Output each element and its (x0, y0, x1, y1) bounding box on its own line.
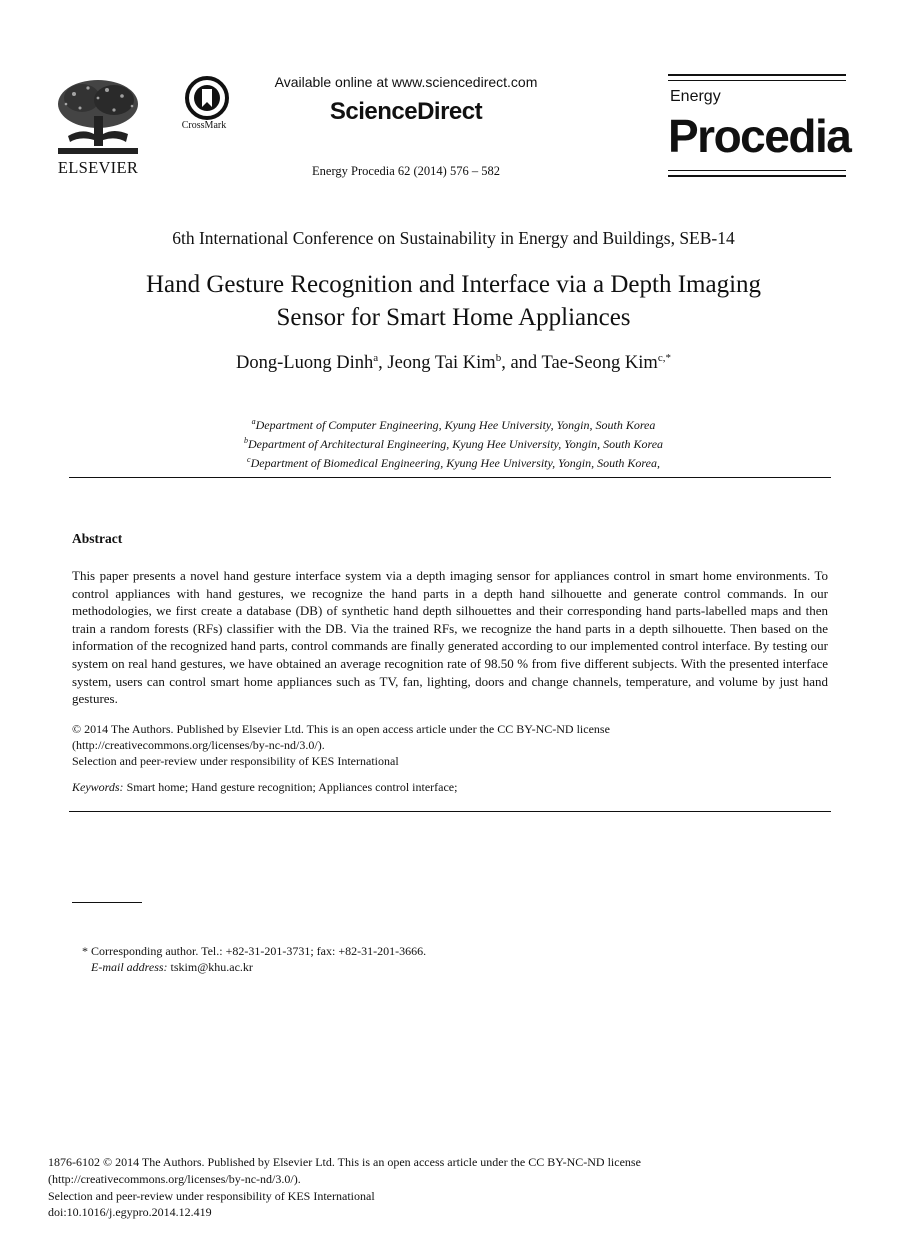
available-online-link[interactable]: Available online at www.sciencedirect.com (274, 74, 538, 90)
email-label: E-mail address: (91, 960, 168, 974)
affiliation: $^b$Department of Architectural Engineering, Kyung Hee University, Yongin, South Korea (243, 436, 664, 451)
affiliations (40, 414, 867, 471)
title-line-2: Sensor for Smart Home Appliances (276, 304, 631, 331)
author-2-sup: b (495, 352, 502, 364)
journal-reference: Energy Procedia 62 (2014) 576 – 582 (312, 164, 500, 178)
publisher-name: ELSEVIER (57, 158, 139, 177)
journal-logo-main: Procedia (668, 110, 851, 162)
elsevier-logo (52, 76, 144, 176)
affiliation: $^a$Department of Computer Engineering, Kyung Hee University, Yongin, South Korea (251, 417, 656, 432)
email-link[interactable]: tskim@khu.ac.kr (170, 960, 253, 974)
author-2: Jeong Tai Kim (387, 353, 496, 374)
footer-doi[interactable]: doi:10.1016/j.egypro.2014.12.419 (48, 1205, 212, 1220)
abstract-heading: Abstract (72, 531, 123, 546)
author-1: Dong-Luong Dinh (236, 353, 374, 374)
title-line-1: Hand Gesture Recognition and Interface via a Depth Imaging (145, 271, 762, 298)
author-list: Dong-Luong Dinh$^a$, Jeong Tai Kim$^b$, and Tae-Seong Kim$^{c,*}$ (236, 352, 671, 374)
keywords-list: Smart home; Hand gesture recognition; Appliances control interface; (126, 780, 458, 794)
crossmark-badge[interactable] (176, 76, 232, 136)
author-1-sup: a (373, 352, 379, 364)
divider-bottom (69, 811, 831, 812)
page-footer (48, 1154, 848, 1221)
footer-review: Selection and peer-review under responsibility of KES International (48, 1188, 375, 1203)
footnote-rule (72, 902, 142, 903)
license-line-1: © 2014 The Authors. Published by Elsevier Ltd. This is an open access article under the CC BY-NC-ND license (72, 722, 610, 736)
corresponding-author: * Corresponding author. Tel.: +82-31-201-3731; fax: +82-31-201-3666. (82, 944, 427, 958)
author-3: and Tae-Seong Kim (510, 353, 658, 374)
abstract-text: This paper presents a novel hand gesture interface system via a depth imaging sensor for appliances control in smart home environments. To control appliances with hand gestures, we recognize the hand parts in a depth hand silhouette and generate control commands. In our methodologies, we first create a database (DB) of synthetic hand depth silhouettes and their corresponding hand parts-labelled maps and then train a random forests (RFs) classifier with the DB. Via the trained RFs, we recognize the hand parts in a depth silhouette. Then based on the information of the recognized hand parts, control commands are finally generated according to our implemented control interface. By testing our system on real hand gestures, we have obtained an average recognition rate of 98.50 % from five different subjects. With the presented interface system, users can control smart home appliances such as TV, fan, lighting, doors and change channels, temperature, and volume by just hand gestures. (72, 568, 828, 707)
sciencedirect-logo: ScienceDirect (329, 98, 483, 125)
license-line-3: Selection and peer-review under responsibility of KES International (72, 754, 399, 768)
crossmark-icon (185, 76, 229, 120)
journal-logo-top: Energy (670, 88, 721, 105)
affiliation: $^c$Department of Biomedical Engineering, Kyung Hee University, Yongin, South Korea, (247, 455, 660, 470)
keywords-label: Keywords: (72, 780, 124, 794)
crossmark-label: CrossMark (181, 120, 227, 131)
conference-name: 6th International Conference on Sustainability in Energy and Buildings, SEB-14 (172, 228, 735, 248)
footer-copyright: 1876-6102 © 2014 The Authors. Published by Elsevier Ltd. This is an open access article under the CC BY-NC-ND license (48, 1155, 641, 1169)
paper-title (60, 268, 847, 334)
license-link[interactable]: (http://creativecommons.org/licenses/by-nc-nd/3.0/). (72, 738, 325, 752)
license-notice (72, 721, 828, 769)
footer-license-link[interactable]: (http://creativecommons.org/licenses/by-nc-nd/3.0/). (48, 1171, 301, 1186)
author-3-sup: c,* (657, 352, 671, 364)
elsevier-tree-icon (52, 76, 144, 156)
divider-top (69, 477, 831, 478)
energy-procedia-logo (668, 74, 851, 178)
corresponding-author-footnote (82, 943, 782, 975)
keywords (72, 780, 828, 795)
